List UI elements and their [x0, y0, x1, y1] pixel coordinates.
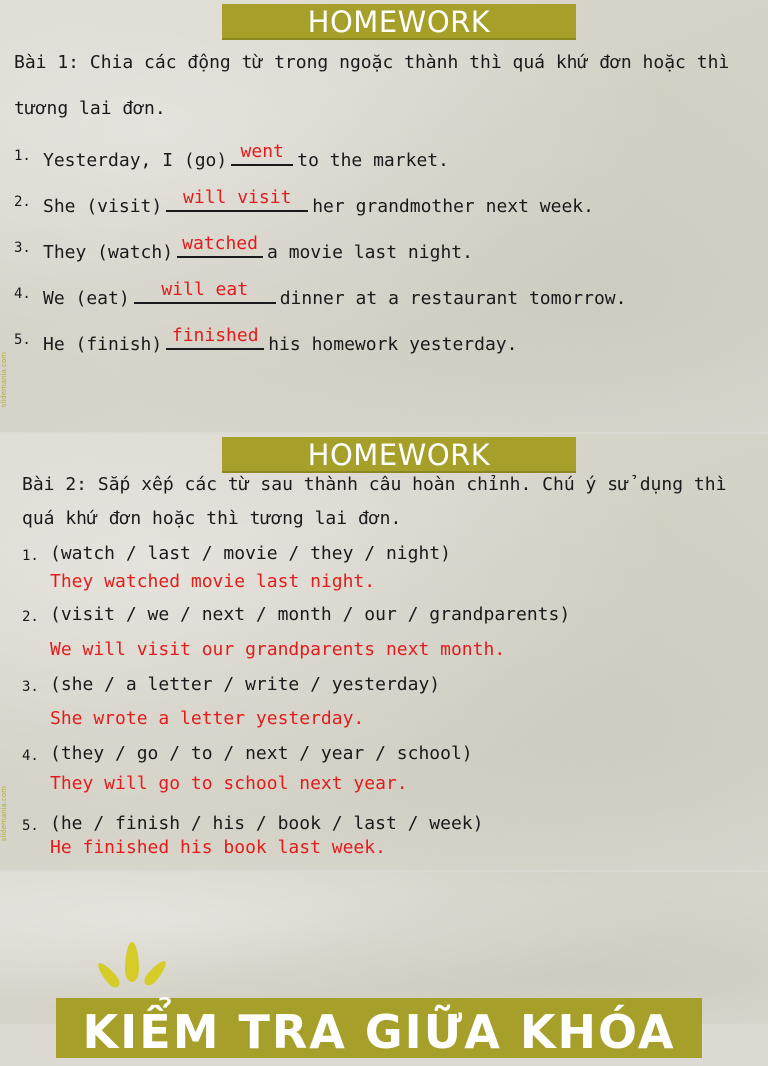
answer-blank — [177, 233, 263, 258]
item-rest: his homework yesterday. — [268, 334, 518, 355]
item-number: 5. — [22, 818, 39, 834]
answer-text: watched — [182, 233, 258, 254]
item-number: 3. — [14, 240, 31, 256]
answer-text: will visit — [183, 187, 292, 208]
item-rest: her grandmother next week. — [312, 196, 594, 217]
item-prompt: Yesterday, I (go) — [43, 150, 228, 171]
answer-blank — [231, 141, 293, 166]
item-rest: to the market. — [297, 150, 449, 171]
answer-sentence: She wrote a letter yesterday. — [50, 708, 365, 729]
item-rest: dinner at a restaurant tomorrow. — [279, 288, 627, 309]
word-list: (visit / we / next / month / our / grandparents) — [50, 604, 571, 625]
answer-text: went — [240, 141, 284, 162]
answer-blank — [134, 279, 276, 304]
item-prompt: We (eat) — [43, 288, 130, 309]
watermark: slidemania.com — [0, 786, 8, 842]
item-prompt: She (visit) — [43, 196, 163, 217]
item-number: 1. — [22, 548, 39, 564]
exercise-1-item — [43, 325, 518, 355]
answer-text: will eat — [161, 279, 249, 300]
answer-blank — [166, 187, 308, 212]
answer-text: finished — [171, 325, 259, 346]
exercise-1-item — [43, 141, 449, 171]
slide-3-title-banner: KIỂM TRA GIỮA KHÓA — [56, 998, 702, 1058]
item-prompt: He (finish) — [43, 334, 163, 355]
item-prompt: They (watch) — [43, 242, 174, 263]
item-number: 5. — [14, 332, 31, 348]
slide-2 — [0, 434, 768, 870]
item-number: 1. — [14, 148, 31, 164]
word-list: (watch / last / movie / they / night) — [50, 543, 451, 564]
exercise-1-item — [43, 187, 594, 217]
answer-sentence: We will visit our grandparents next month. — [50, 639, 506, 660]
slide-3 — [0, 872, 768, 1059]
item-rest: a movie last night. — [267, 242, 473, 263]
answer-sentence: He finished his book last week. — [50, 837, 386, 858]
word-list: (they / go / to / next / year / school) — [50, 743, 473, 764]
word-list: (she / a letter / write / yesterday) — [50, 674, 441, 695]
item-number: 4. — [14, 286, 31, 302]
exercise-1-item — [43, 233, 473, 263]
watermark: slidemania.com — [0, 352, 8, 408]
item-number: 2. — [22, 609, 39, 625]
answer-blank — [166, 325, 264, 350]
slide-2-title-banner: HOMEWORK — [222, 437, 576, 473]
exercise-2-instruction: Bài 2: Sắp xếp các từ sau thành câu hoàn chỉnh. Chú ý sử dụng thì quá khứ đơn hoặc thì tương lai đơn. — [22, 474, 727, 529]
answer-sentence: They will go to school next year. — [50, 773, 408, 794]
slide-1 — [0, 0, 768, 432]
item-number: 4. — [22, 748, 39, 764]
exercise-1-item — [43, 279, 627, 309]
exercise-1-instruction: Bài 1: Chia các động từ trong ngoặc thành thì quá khứ đơn hoặc thì tương lai đơn. — [14, 52, 730, 119]
slide-1-title-banner: HOMEWORK — [222, 4, 576, 40]
answer-sentence: They watched movie last night. — [50, 571, 376, 592]
item-number: 3. — [22, 679, 39, 695]
item-number: 2. — [14, 194, 31, 210]
word-list: (he / finish / his / book / last / week) — [50, 813, 484, 834]
